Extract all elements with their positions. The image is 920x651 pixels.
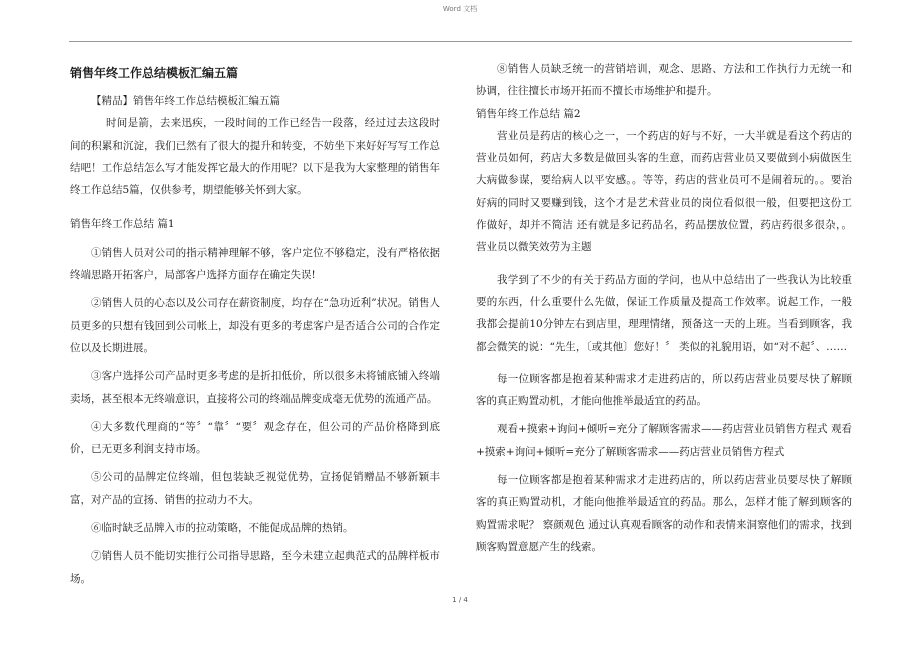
paragraph: 观看+摸索+询问+倾听=充分了解顾客需求——药店营业员销售方程式 观看+摸索+询问+倾听=充分了解顾客需求——药店营业员销售方程式: [476, 423, 852, 458]
list-item: ④大多数代理商的“等〞“靠〞“要〞观念存在，但公司的产品价格降到底价，已无更多利润支持市场。: [70, 420, 440, 456]
document-title: 销售年终工作总结模板汇编五篇: [70, 66, 239, 80]
paragraph: 我学到了不少的有关于药品方面的学问，也从中总结出了一些我认为比较重要的东西，什么重要什么先做，保证工作质量及提高工作效率。说起工作，一般我都会提前10分钟左右到店里，理理情绪，预备这一天的上班。当看到顾客，我都会微笑的说：“先生，〔或其他〕您好！〞 类似的礼貌用语，如“对不起〞、……: [476, 273, 852, 353]
right-column: [476, 58, 852, 558]
section-heading-1: 销售年终工作总结 篇1: [70, 218, 175, 231]
list-item: ⑧销售人员缺乏统一的营销培训，观念、思路、方法和工作执行力无统一和协调，往往擅长市场开拓而不擅长市场维护和提升。: [476, 63, 852, 98]
list-item: ⑦销售人员不能切实推行公司指导思路，至今未建立起典范式的品牌样板市场。: [70, 550, 440, 585]
page-number: 1 / 4: [452, 596, 468, 604]
paragraph: 营业员是药店的核心之一，一个药店的好与不好，一大半就是看这个药店的营业员如何，药店大多数是做回头客的生意，而药店营业员又要做到小病做医生大病做参谋，要给病人以平安感。。等等，药店的营业员可不是闹着玩的。。要治好病的同时又要赚到钱，这个才是艺术营业员的岗位看似很一般，但要把这份工作做好，却并不简洁 还有就是多记药品名，药品摆放位置，药店药很多很杂，。营业员以微笑效劳为主题: [476, 129, 852, 254]
list-item: ②销售人员的心态以及公司存在薪资制度，均存在“急功近利”状况。销售人员更多的只想有钱回到公司帐上，却没有更多的考虑客户是否适合公司的合作定位以及长期进展。: [70, 297, 440, 354]
header-divider: [69, 41, 852, 42]
paragraph: 每一位顾客都是抱着某种需求才走进药店的，所以药店营业员要尽快了解顾客的真正购置动机，才能向他推举最适宜的药品。那么，怎样才能了解到顾客的购置需求呢？ 察颜观色 通过认真观看顾客的动作和表情来洞察他们的需求，找到顾客购置意愿产生的线索。: [476, 474, 852, 553]
list-item: ⑥临时缺乏品牌入市的拉动策略，不能促成品牌的热销。: [91, 522, 354, 535]
header-label: Word 文档: [442, 5, 478, 13]
list-item: ③客户选择公司产品时更多考虑的是折扣低价，所以很多未将铺底铺入终端卖场，甚至根本无终端意识，直接将公司的终端品牌变成毫无优势的流通产品。: [70, 370, 440, 405]
list-item: ⑤公司的品牌定位终端，但包装缺乏视觉优势，宣扬促销赠品不够新颖丰富，对产品的宣扬、销售的拉动力不大。: [70, 471, 440, 506]
subtitle: 【精品】销售年终工作总结模板汇编五篇: [91, 95, 280, 107]
left-column: [70, 58, 440, 590]
paragraph: 每一位顾客都是抱着某种需求才走进药店的，所以药店营业员要尽快了解顾客的真正购置动机，才能向他推举最适宜的药品。: [476, 372, 852, 408]
list-item: ①销售人员对公司的指示精神理解不够，客户定位不够稳定，没有严格依据终端思路开拓客户，局部客户选择方面存在确定失误!: [70, 246, 440, 282]
intro-paragraph: 时间是箭，去来迅疾，一段时间的工作已经告一段落，经过过去这段时间的积累和沉淀，我们已然有了很大的提升和转变，不妨坐下来好好写写工作总结吧！工作总结怎么写才能发挥它最大的作用呢？以下是我为大家整理的销售年终工作总结5篇，仅供参考，期望能够关怀到大家。: [70, 117, 440, 197]
section-heading-2: 销售年终工作总结 篇2: [476, 107, 581, 120]
